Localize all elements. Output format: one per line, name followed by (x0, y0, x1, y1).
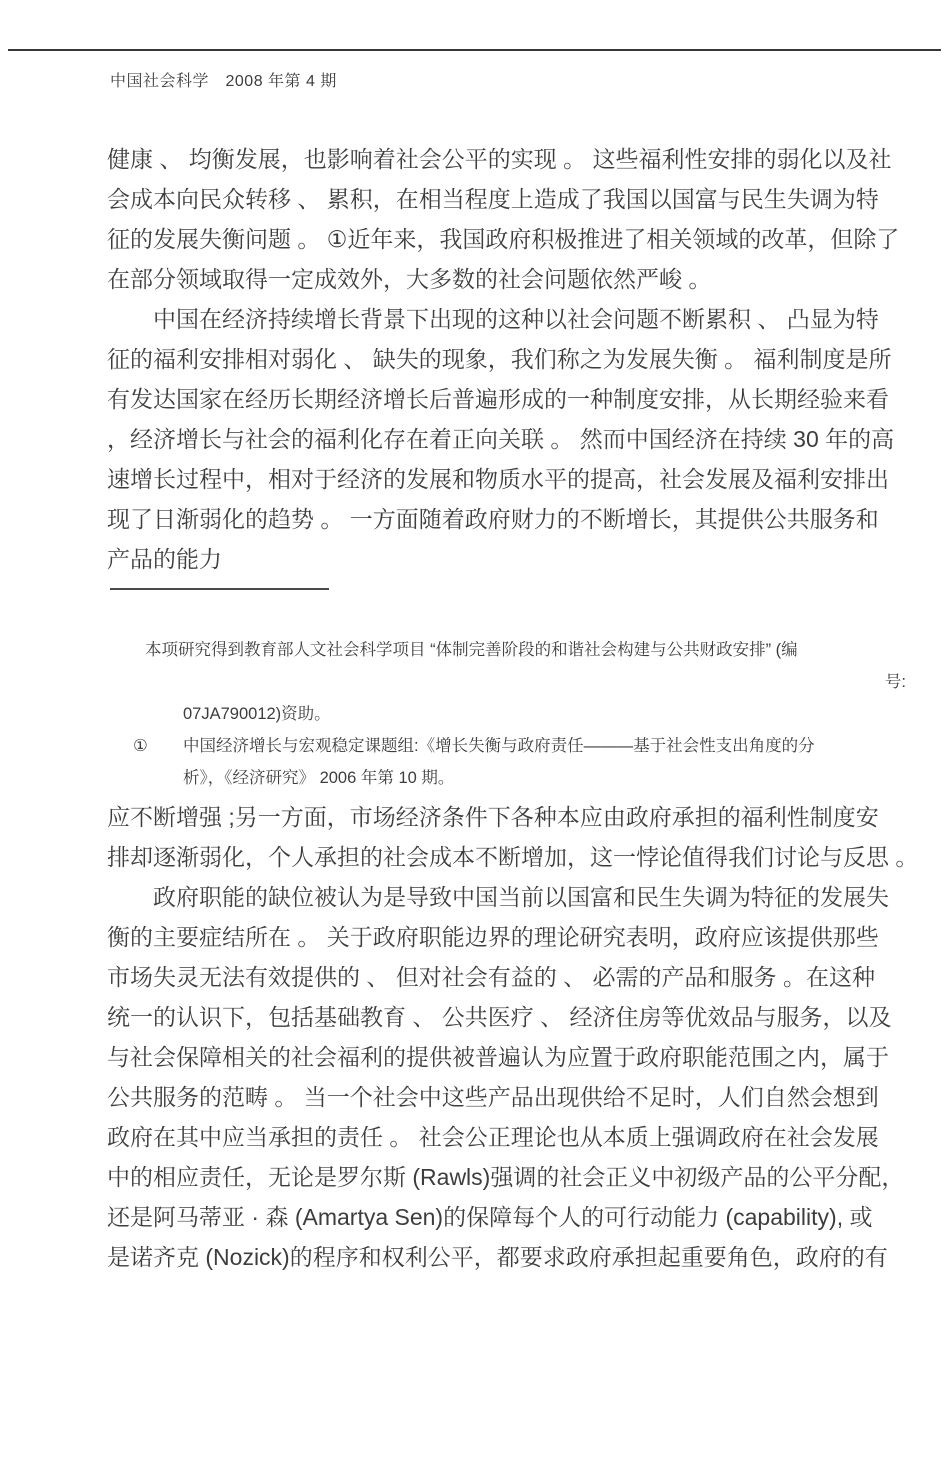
text-line: 应不断增强 ;另一方面，市场经济条件下各种本应由政府承担的福利性制度安 (107, 804, 879, 830)
text-line: 有发达国家在经历长期经济增长后普遍形成的一种制度安排，从长期经验来看 (107, 386, 889, 412)
footnote-reference (108, 730, 914, 762)
text-line: 政府在其中应当承担的责任 。 社会公正理论也从本质上强调政府在社会发展 (107, 1124, 879, 1150)
text-line: 统一的认识下，包括基础教育 、 公共医疗 、 经济住房等优效品与服务，以及 (107, 1004, 892, 1030)
text-line: 中的相应责任，无论是罗尔斯 (Rawls)强调的社会正义中初级产品的公平分配， (107, 1164, 905, 1190)
text-line: 征的发展失衡问题 。 ①近年来，我国政府积极推进了相关领域的改革，但除了 (107, 226, 900, 252)
text-line: 现了日渐弱化的趋势 。 一方面随着政府财力的不断增长，其提供公共服务和 (107, 506, 879, 532)
footnote-separator-rule (110, 588, 329, 590)
text-line: 还是阿马蒂亚 · 森 (Amartya Sen)的保障每个人的可行动能力 (capability), 或 (107, 1204, 873, 1230)
footnote-reference-cont: 析》，《经济研究》 2006 年第 10 期。 (183, 769, 455, 787)
footnote-marker: ① (133, 737, 148, 755)
journal-title: 中国社会科学 2008 年第 4 期 (110, 73, 337, 90)
footnote-funding-line-wrap: 号: (884, 673, 906, 691)
footnote-section (108, 634, 914, 794)
text-line: 会成本向民众转移 、 累积，在相当程度上造成了我国以国富与民生失调为特 (107, 186, 879, 212)
text-line: 与社会保障相关的社会福利的提供被普遍认为应置于政府职能范围之内，属于 (107, 1044, 889, 1070)
text-line: 在部分领域取得一定成效外，大多数的社会问题依然严峻 。 (107, 266, 712, 292)
text-line: 排却逐渐弱化，个人承担的社会成本不断增加，这一悖论值得我们讨论与反思 。 (107, 844, 919, 870)
footnote-funding-line: 本项研究得到教育部人文社会科学项目 “体制完善阶段的和谐社会构建与公共财政安排” (编 (145, 641, 798, 659)
header-divider-rule (8, 49, 941, 51)
body-text-lower (107, 797, 919, 1277)
text-line: ，经济增长与社会的福利化存在着正向关联 。 然而中国经济在持续 30 年的高 (107, 426, 895, 452)
text-line: 衡的主要症结所在 。 关于政府职能边界的理论研究表明，政府应该提供那些 (107, 924, 879, 950)
text-line: 中国在经济持续增长背景下出现的这种以社会问题不断累积 、 凸显为特 (107, 306, 879, 332)
body-text-upper (107, 139, 900, 579)
text-line: 征的福利安排相对弱化 、 缺失的现象，我们称之为发展失衡 。 福利制度是所 (107, 346, 892, 372)
footnote-reference-text: 中国经济增长与宏观稳定课题组:《增长失衡与政府责任———基于社会性支出角度的分 (183, 737, 815, 755)
text-line: 是诺齐克 (Nozick)的程序和权利公平，都要求政府承担起重要角色，政府的有 (107, 1244, 888, 1270)
text-line: 速增长过程中，相对于经济的发展和物质水平的提高，社会发展及福利安排出 (107, 466, 889, 492)
text-line: 公共服务的范畴 。 当一个社会中这些产品出现供给不足时，人们自然会想到 (107, 1084, 879, 1110)
text-line: 产品的能力 (107, 546, 222, 572)
footnote-funding-line-cont: 07JA790012)资助。 (183, 705, 331, 723)
text-line: 健康 、 均衡发展，也影响着社会公平的实现 。 这些福利性安排的弱化以及社 (107, 146, 892, 172)
text-line: 市场失灵无法有效提供的 、 但对社会有益的 、 必需的产品和服务 。在这种 (107, 964, 875, 990)
text-line: 政府职能的缺位被认为是导致中国当前以国富和民生失调为特征的发展失 (107, 884, 889, 910)
